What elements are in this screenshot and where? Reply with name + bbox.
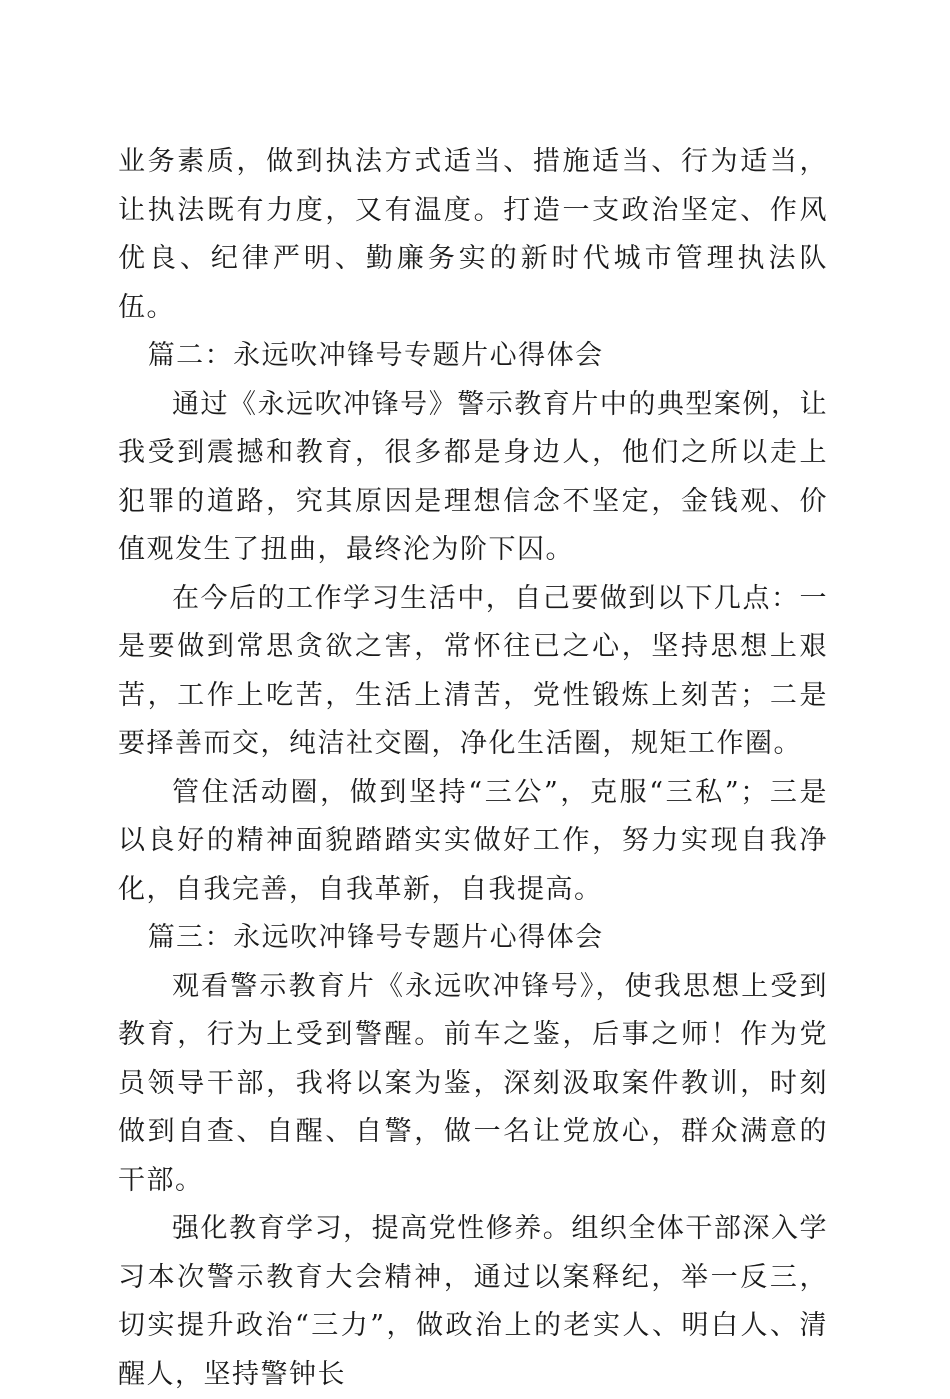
paragraph: 通过《永远吹冲锋号》警示教育片中的典型案例，让我受到震撼和教育，很多都是身边人，他们之所以走上犯罪的道路，究其原因是理想信念不坚定，金钱观、价值观发生了扭曲，最终沦为阶下囚。 — [118, 388, 828, 565]
paragraph: 管住活动圈，做到坚持“三公”，克服“三私”；三是以良好的精神面貌踏踏实实做好工作，努力实现自我净化，自我完善，自我革新，自我提高。 — [118, 776, 828, 905]
document-body — [118, 138, 828, 1399]
paragraph: 在今后的工作学习生活中，自己要做到以下几点：一是要做到常思贪欲之害，常怀往已之心，坚持思想上艰苦，工作上吃苦，生活上清苦，党性锻炼上刻苦；二是要择善而交，纯洁社交圈，净化生活圈，规矩工作圈。 — [118, 582, 828, 759]
section-heading-2: 篇二：永远吹冲锋号专题片心得体会 — [147, 340, 604, 371]
paragraph: 观看警示教育片《永远吹冲锋号》，使我思想上受到教育，行为上受到警醒。前车之鉴，后事之师！作为党员领导干部，我将以案为鉴，深刻汲取案件教训，时刻做到自查、自醒、自警，做一名让党放心，群众满意的干部。 — [118, 970, 828, 1196]
paragraph-continued: 业务素质，做到执法方式适当、措施适当、行为适当，让执法既有力度，又有温度。打造一支政治坚定、作风优良、纪律严明、勤廉务实的新时代城市管理执法队伍。 — [118, 146, 828, 323]
paragraph: 强化教育学习，提高党性修养。组织全体干部深入学习本次警示教育大会精神，通过以案释纪，举一反三，切实提升政治“三力”，做政治上的老实人、明白人、清醒人，坚持警钟长 — [118, 1213, 828, 1390]
section-heading-3: 篇三：永远吹冲锋号专题片心得体会 — [147, 922, 604, 953]
